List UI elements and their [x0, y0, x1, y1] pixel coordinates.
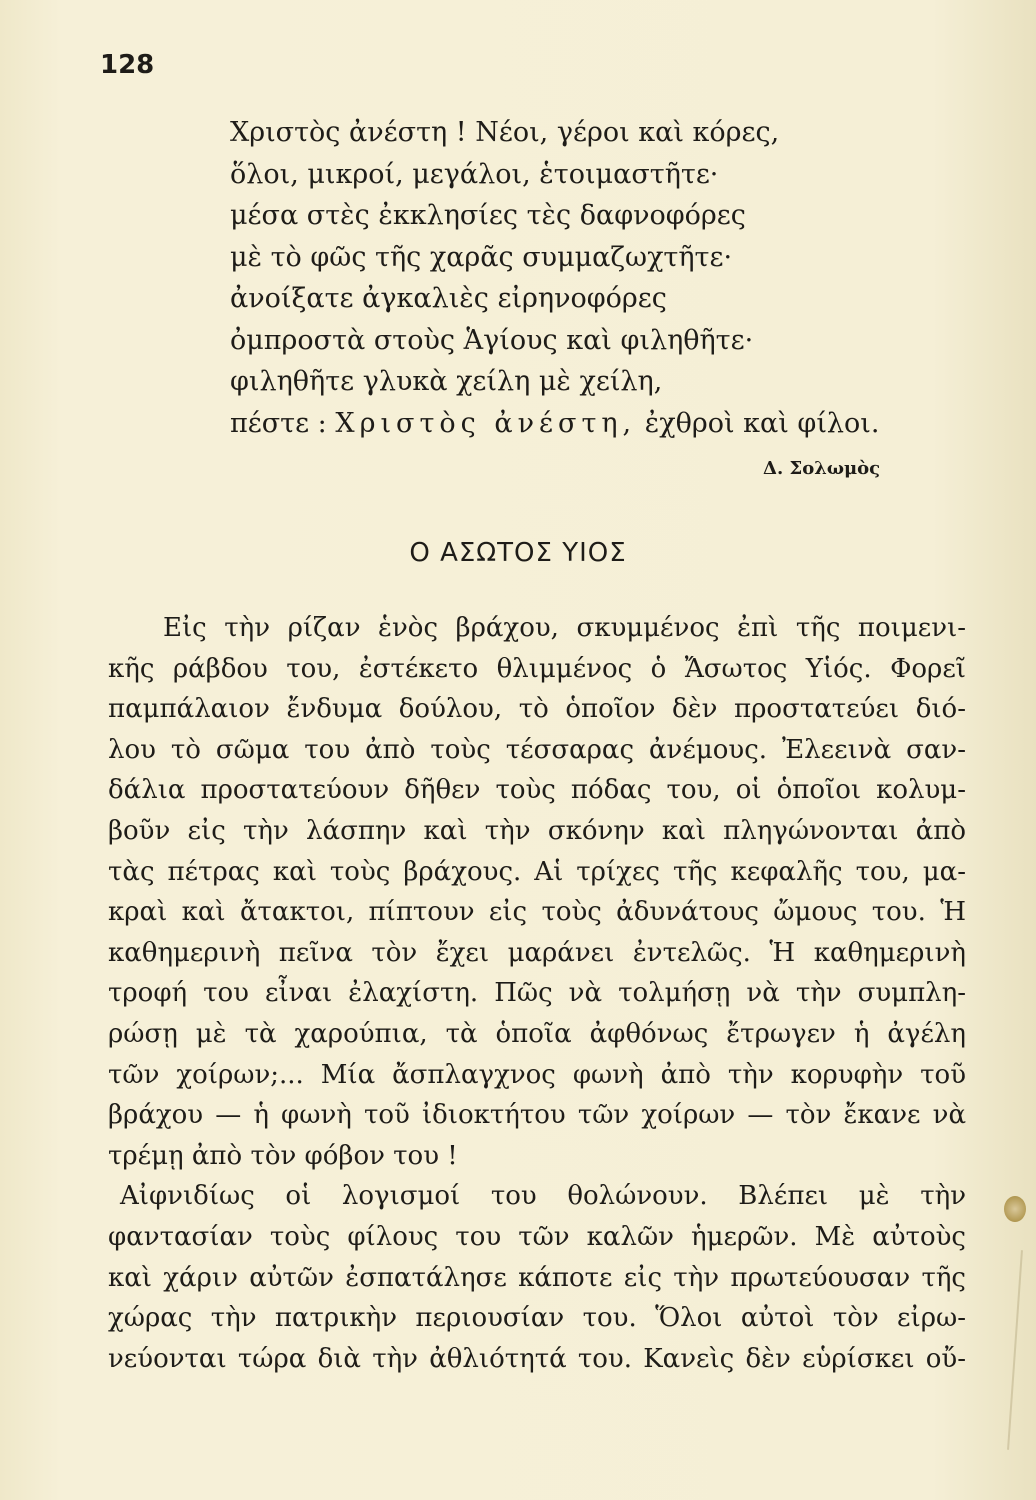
poem-line: φιληθῆτε γλυκὰ χείλη μὲ χείλη,	[230, 366, 663, 397]
poem-author: Δ. Σολωμὸς	[763, 458, 881, 479]
prose-line: δάλια προστατεύουν δῆθεν τοὺς πόδας του, οἱ ὁποῖοι κολυμ-	[108, 775, 966, 806]
margin-shadow-line	[1007, 1250, 1023, 1450]
poem-line: Χριστὸς ἀνέστη ! Νέοι, γέροι καὶ κόρες,	[230, 117, 780, 148]
prose-line: τροφή του εἶναι ἐλαχίστη. Πῶς νὰ τολμήσῃ νὰ τὴν συμπλη-	[108, 978, 966, 1009]
poem-last-line	[230, 403, 879, 445]
prose-body	[108, 608, 966, 1379]
prose-line: τὰς πέτρας καὶ τοὺς βράχους. Αἱ τρίχες τῆς κεφαλῆς του, μα-	[108, 856, 966, 887]
prose-line: ρώσῃ μὲ τὰ χαρούπια, τὰ ὁποῖα ἀφθόνως ἔτρωγεν ἡ ἀγέλη	[108, 1018, 966, 1049]
page-edge-mark	[1004, 1196, 1026, 1222]
poem-last-line-start: πέστε :	[230, 407, 327, 439]
prose-line: παμπάλαιον ἔνδυμα δούλου, τὸ ὁποῖον δὲν προστατεύει διό-	[108, 694, 966, 725]
prose-line: τῶν χοίρων;... Μία ἄσπλαγχνος φωνὴ ἀπὸ τὴν κορυφὴν τοῦ	[108, 1059, 966, 1090]
prose-line: νεύονται τώρα διὰ τὴν ἀθλιότητά του. Κανεὶς δὲν εὑρίσκει οὔ-	[108, 1343, 966, 1374]
prose-line: χώρας τὴν πατρικὴν περιουσίαν του. Ὅλοι αὐτοὶ τὸν εἰρω-	[108, 1303, 966, 1334]
prose-line: λου τὸ σῶμα του ἀπὸ τοὺς τέσσαρας ἀνέμους. Ἐλεεινὰ σαν-	[108, 734, 966, 765]
prose-line: βοῦν εἰς τὴν λάσπην καὶ τὴν σκόνην καὶ πληγώνονται ἀπὸ	[108, 815, 966, 846]
poem-last-line-spaced: Χριστὸς ἀνέστη,	[335, 407, 637, 439]
page-number: 128	[100, 50, 155, 80]
poem-line: ἀνοίξατε ἀγκαλιὲς εἰρηνοφόρες	[230, 283, 667, 314]
poem-line: ὀμπροστὰ στοὺς Ἁγίους καὶ φιληθῆτε·	[230, 324, 754, 356]
prose-line: φαντασίαν τοὺς φίλους του τῶν καλῶν ἡμερῶν. Μὲ αὐτοὺς	[108, 1221, 966, 1252]
poem-line: μὲ τὸ φῶς τῆς χαρᾶς συμμαζωχτῆτε·	[230, 241, 733, 273]
prose-line: τρέμῃ ἀπὸ τὸν φόβον του !	[108, 1140, 458, 1171]
prose-line: κραὶ καὶ ἄτακτοι, πίπτουν εἰς τοὺς ἀδυνάτους ὤμους του. Ἡ	[108, 897, 966, 928]
poem-line: μέσα στὲς ἐκκλησίες τὲς δαφνοφόρες	[230, 200, 746, 231]
prose-line: καὶ χάριν αὐτῶν ἐσπατάλησε κάποτε εἰς τὴν πρωτεύουσαν τῆς	[108, 1262, 966, 1293]
poem-last-line-end: ἐχθροὶ καὶ φίλοι.	[644, 407, 880, 439]
poem	[230, 112, 879, 444]
poem-line: ὅλοι, μικροί, μεγάλοι, ἑτοιμαστῆτε·	[230, 158, 719, 190]
prose-line: Εἰς τὴν ρίζαν ἑνὸς βράχου, σκυμμένος ἐπὶ τῆς ποιμενι-	[163, 613, 966, 643]
prose-line: κῆς ράβδου του, ἐστέκετο θλιμμένος ὁ Ἄσωτος Υἱός. Φορεῖ	[108, 653, 966, 684]
prose-line: καθημερινὴ πεῖνα τὸν ἔχει μαράνει ἐντελῶς. Ἡ καθημερινὴ	[108, 937, 966, 968]
chapter-heading: Ο ΑΣΩΤΟΣ ΥΙΟΣ	[409, 538, 627, 568]
prose-line: βράχου — ἡ φωνὴ τοῦ ἰδιοκτήτου τῶν χοίρων — τὸν ἔκανε νὰ	[108, 1100, 966, 1131]
prose-line: Αἰφνιδίως οἱ λογισμοί του θολώνουν. Βλέπει μὲ τὴν	[120, 1181, 966, 1212]
